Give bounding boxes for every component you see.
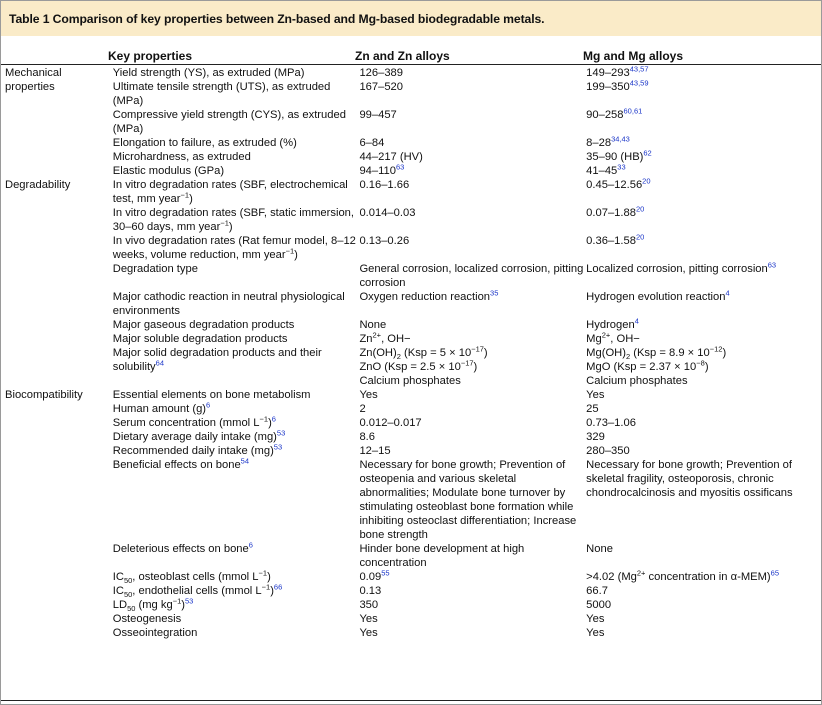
mg-cell: $Mg(OH)_2$ $(Ksp = 8.9 \times 10^{-12})$ MgO $(Ksp = 2.37 \times 10^{-8})$ Calcium phosphates [586,344,727,387]
reference-link[interactable]: 20 [635,232,645,242]
table-title: Table 1 Comparison of key properties between Zn-based and Mg-based biodegradable metals. [9,12,545,26]
reference-link[interactable]: 64 [155,358,164,368]
zn-cell: Necessary for bone growth; Prevention of osteopenia and various skeletal abnormalities; Modulate bone turnover by stimulating osteoblast bone formation while inhibiting osteoclast differentiation; Increase bone strength [359,459,577,541]
category-cell: Biocompatibility [5,389,83,401]
property-cell: In vivo degradation rates (Rat femur model, 8–12 weeks, volume reduction, mm year$^{-1}$) [112,235,356,261]
mg-cell: 149–293$^{43,57}$ [586,64,649,79]
zn-cell: General corrosion, localized corrosion, pitting corrosion [359,263,584,289]
table-row [0,290,822,318]
table-row [0,108,822,136]
zn-cell: 0.09$^{55}$ [359,568,390,583]
property-cell: Elastic modulus (GPa) [112,165,225,177]
table-row [0,346,822,388]
table-row [0,612,822,626]
zn-cell: 94–110$^{63}$ [359,162,405,177]
table-row [0,388,822,402]
table-row [0,66,822,80]
property-cell: In vitro degradation rates (SBF, static immersion, 30–60 days, mm year$^{-1}$) [112,207,354,233]
zn-cell: 8.6 [359,431,375,443]
mg-cell: Yes [586,613,605,625]
reference-link[interactable]: 55 [381,568,390,578]
mg-cell: 8–28$^{34,43}$ [586,134,630,149]
table-row [0,416,822,430]
reference-link[interactable]: 20 [642,176,651,186]
reference-link[interactable]: 62 [643,148,652,158]
category-cell: Degradability [5,179,71,191]
reference-link[interactable]: 63 [767,260,777,270]
mg-cell: 0.07–1.88$^{20}$ [586,204,645,219]
table-row [0,430,822,444]
mg-cell: Hydrogen$^4$ [586,316,639,331]
header-key-properties: Key properties [108,49,193,63]
reference-link[interactable]: 6 [248,540,253,550]
property-cell: Ultimate tensile strength (UTS), as extruded (MPa) [112,81,331,107]
mg-cell: 329 [586,431,605,443]
mg-cell: Yes [586,389,605,401]
property-cell: Serum concentration (mmol $L^{-1})^6$ [112,414,276,429]
table-row [0,570,822,584]
header-zn: Zn and Zn alloys [355,49,450,63]
zn-cell: 0.16–1.66 [359,179,410,191]
property-cell: Essential elements on bone metabolism [112,389,311,401]
header-mg: Mg and Mg alloys [583,49,684,63]
zn-cell: Yes [359,613,378,625]
table-row [0,598,822,612]
mg-cell: Necessary for bone growth; Prevention of skeletal fragility, osteoporosis, chronic chondrocalcinosis and myositis ossificans [586,459,793,499]
table-row [0,234,822,262]
reference-link[interactable]: 35 [490,288,499,298]
table-row [0,80,822,108]
mg-cell: >4.02 ($Mg^{2+}$ concentration in α-MEM)$^{65}$ [586,568,779,583]
table-row [0,150,822,164]
reference-link[interactable]: 66 [273,582,283,592]
mg-cell: 90–258$^{60,61}$ [586,106,643,121]
reference-link[interactable]: 43,59 [629,78,649,88]
mg-cell: Hydrogen evolution reaction$^4$ [586,288,730,303]
table-row [0,318,822,332]
zn-cell: 0.014–0.03 [359,207,416,219]
mg-cell: 41–45$^{33}$ [586,162,626,177]
mg-cell: 0.73–1.06 [586,417,636,429]
property-cell: Recommended daily intake (mg)$^{53}$ [112,442,283,457]
property-cell: Elongation to failure, as extruded (%) [112,137,297,149]
reference-link[interactable]: 20 [635,204,645,214]
reference-link[interactable]: 6 [206,400,211,410]
table-row [0,136,822,150]
mg-cell: 199–350$^{43,59}$ [586,78,649,93]
mg-cell: Yes [586,627,605,639]
reference-link[interactable]: 43,57 [629,64,649,74]
reference-link[interactable]: 53 [185,596,194,606]
property-cell: Major soluble degradation products [112,333,288,345]
property-cell: Human amount (g)$^6$ [112,400,211,415]
reference-link[interactable]: 4 [634,316,639,326]
mg-cell: Localized corrosion, pitting corrosion$^{63}$ [586,260,777,275]
property-cell: Deleterious effects on bone$^6$ [112,540,253,555]
zn-cell: 167–520 [359,81,403,93]
zn-cell: Oxygen reduction reaction$^{35}$ [359,288,499,303]
table-row [0,332,822,346]
property-cell: Major cathodic reaction in neutral physiological environments [112,291,345,317]
table-row [0,626,822,640]
mg-cell: 0.36–1.58$^{20}$ [586,232,645,247]
zn-cell: 0.13–0.26 [359,235,410,247]
reference-link[interactable]: 6 [271,414,276,424]
table-row [0,542,822,570]
reference-link[interactable]: 60,61 [623,106,643,116]
property-cell: Osteogenesis [112,613,182,625]
table-row [0,206,822,234]
table-row [0,458,822,542]
reference-link[interactable]: 33 [617,162,626,172]
property-cell: Microhardness, as extruded [112,151,251,163]
table-row [0,444,822,458]
reference-link[interactable]: 4 [725,288,730,298]
property-cell: Beneficial effects on bone$^{54}$ [112,456,250,471]
category-cell: Mechanical properties [5,67,62,93]
reference-link[interactable]: 63 [395,162,405,172]
property-cell: Major solid degradation products and their solubility$^{64}$ [112,347,322,373]
mg-cell: 280–350 [586,445,630,457]
reference-link[interactable]: 53 [276,428,286,438]
zn-cell: 44–217 (HV) [359,151,423,163]
table-row [0,584,822,598]
zn-cell: $Zn^{2+}$, OH− [359,330,411,345]
property-cell: Degradation type [112,263,198,275]
zn-cell: None [359,319,387,331]
zn-cell: Hinder bone development at high concentration [359,543,525,569]
property-cell: $IC_{50}$, osteoblast cells (mmol $L^{-1}$) [112,568,271,586]
mg-cell: $Mg^{2+}$, OH− [586,330,640,345]
zn-cell: $Zn(OH)_2$ $(Ksp = 5 \times 10^{-17})$ ZnO $(Ksp = 2.5 \times 10^{-17})$ Calcium phosphates [359,344,488,387]
reference-link[interactable]: 34,43 [611,134,630,144]
table-row [0,164,822,178]
reference-link[interactable]: 65 [770,568,779,578]
zn-cell: 12–15 [359,445,391,457]
table-row [0,402,822,416]
zn-cell: 0.012–0.017 [359,417,422,429]
zn-cell: 99–457 [359,109,397,121]
zn-cell: 126–389 [359,67,403,79]
title-bar [1,1,821,36]
header-rule [1,64,821,65]
zn-cell: 350 [359,599,379,611]
property-cell: Yield strength (YS), as extruded (MPa) [112,67,305,79]
data-table [0,66,822,640]
property-cell: Major gaseous degradation products [112,319,295,331]
mg-cell: 0.45–12.56$^{20}$ [586,176,651,191]
table-row [0,178,822,206]
bottom-rule [1,700,821,701]
mg-cell: 5000 [586,599,612,611]
zn-cell: 2 [359,403,366,415]
zn-cell: 6–84 [359,137,385,149]
property-cell: Osseointegration [112,627,198,639]
zn-cell: Yes [359,389,378,401]
mg-cell: 66.7 [586,585,608,597]
mg-cell: 25 [586,403,599,415]
reference-link[interactable]: 54 [240,456,250,466]
reference-link[interactable]: 53 [273,442,283,452]
property-cell: Dietary average daily intake (mg)$^{53}$ [112,428,286,443]
table-row [0,262,822,290]
zn-cell: 0.13 [359,585,382,597]
property-cell: Compressive yield strength (CYS), as extruded (MPa) [112,109,346,135]
mg-cell: None [586,543,613,555]
mg-cell: 35–90 (HB)$^{62}$ [586,148,652,163]
property-cell: $IC_{50}$, endothelial cells (mmol $L^{-1})^{66}$ [112,582,283,600]
zn-cell: Yes [359,627,378,639]
property-cell: $LD_{50}$ (mg $kg^{-1})^{53}$ [112,596,194,614]
property-cell: In vitro degradation rates (SBF, electrochemical test, mm year$^{-1}$) [112,179,348,205]
